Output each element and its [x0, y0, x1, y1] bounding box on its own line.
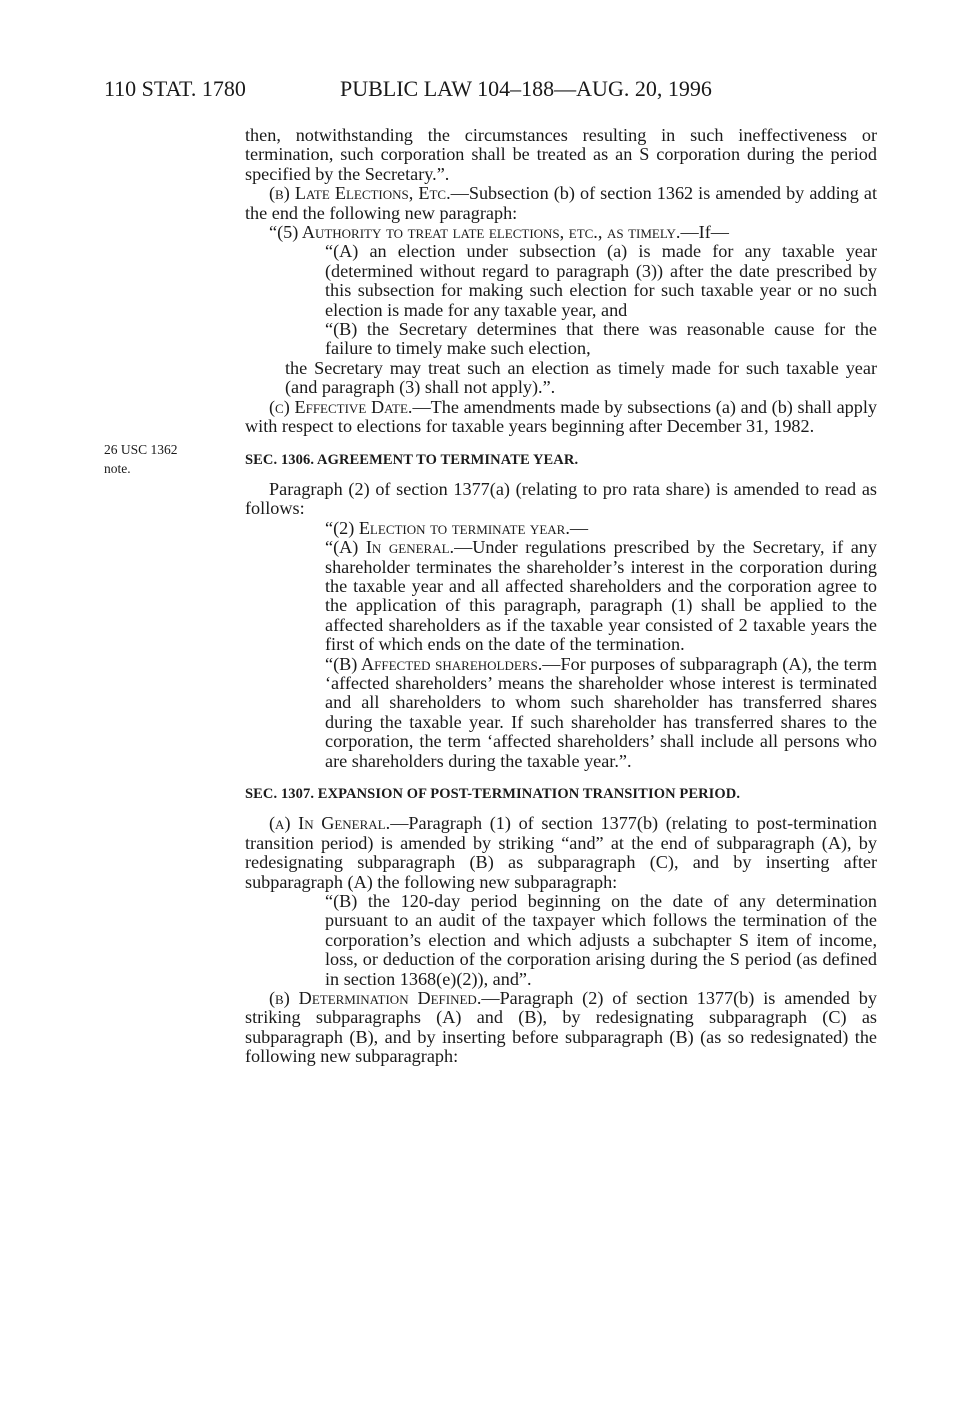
paragraph-heading: “(5) Authority to treat late elections, etc., as timely. — [269, 222, 681, 243]
subparagraph-in-general — [245, 538, 877, 654]
subsection-heading: (b) Late Elections, Etc. — [269, 183, 451, 204]
subsection-text: —Paragraph (2) of section 1377(b) is amended by striking subparagraphs (A) and (B), by redesignating subparagraph (C) as subparagraph (B), and by inserting before subparagraph (B) (as so redesignated) the following new subparagraph: — [245, 988, 877, 1067]
section-heading-1306: SEC. 1306. AGREEMENT TO TERMINATE YEAR. — [245, 451, 579, 468]
subparagraph-120-day: “(B) the 120-day period beginning on the date of any determination pursuant to an audit of the taxpayer which follows the termination of the corporation’s election and which adjusts a subchapter S item of income, loss, or deduction of the corporation arising during the S period (as defined in section 1368(e)(2)), and”. — [325, 891, 877, 989]
paragraph-determination-defined — [245, 989, 877, 1067]
paragraph-text: —If— — [680, 222, 729, 243]
subparagraph-text: —For purposes of subparagraph (A), the term ‘affected shareholders’ means the shareholder whose interest is terminated and all shareholders to whom such shareholder has transferred shares during the taxable year. If such shareholder has transferred shares to the corporation, the term ‘affected shareholders’ shall include all persons who are shareholders during the taxable year.”. — [325, 653, 877, 771]
paragraph-continuation: then, notwithstanding the circumstances resulting in such ineffectiveness or termination, such corporation shall be treated as an S corporation during the period specified by the Secretary.”. — [245, 125, 877, 184]
subsection-text: —Subsection (b) of section 1362 is amended by adding at the end the following new paragraph: — [245, 183, 877, 223]
subparagraph-a: “(A) an election under subsection (a) is made for any taxable year (determined without regard to paragraph (3)) after the date prescribed by this subsection for making such election for such taxable year or no such election is made for any taxable year, and — [325, 241, 877, 320]
subparagraph-text: —Under regulations prescribed by the Secretary, if any shareholder terminates the shareholder’s interest in the corporation during the taxable year and all affected shareholders and the corporation agree to the application of this paragraph, paragraph (1) shall be applied to the affected shareholders as if the taxable year consisted of 2 taxable years the first of which ends on the date of the termination. — [325, 537, 877, 655]
paragraph-1307-in-general — [245, 814, 877, 892]
paragraph-effective-date — [245, 398, 877, 437]
margin-note-citation: 26 USC 1362 — [104, 442, 178, 457]
margin-note-label: note. — [104, 461, 131, 476]
paragraph-election-heading: “(2) Election to terminate year.— — [325, 517, 589, 538]
section-heading-1307: SEC. 1307. EXPANSION OF POST-TERMINATION TRANSITION PERIOD. — [245, 786, 741, 802]
paragraph-authority — [245, 223, 877, 242]
subsection-heading: (c) Effective Date. — [269, 396, 413, 417]
subsection-text: —Paragraph (1) of section 1377(b) (relating to post-termination transition period) is amended by striking “and” at the end of subparagraph (A), by redesignating subparagraph (B) as subparagraph (C), and by inserting after subparagraph (A) the following new subparagraph: — [245, 813, 877, 892]
paragraph-late-elections — [245, 184, 877, 223]
public-law-title: PUBLIC LAW 104–188—AUG. 20, 1996 — [340, 76, 712, 101]
page-header — [104, 76, 877, 106]
subsection-heading: (b) Determination Defined. — [269, 988, 482, 1009]
subparagraph-heading: “(B) Affected shareholders. — [325, 653, 543, 674]
paragraph-flush-text: the Secretary may treat such an election as timely made for such taxable year (and paragraph (3) shall not apply).”. — [285, 357, 877, 398]
page-body — [245, 126, 877, 1067]
subparagraph-affected-shareholders — [245, 655, 877, 771]
subsection-heading: (a) In General. — [269, 813, 391, 834]
subsection-text: —The amendments made by subsections (a) and (b) shall apply with respect to elections for taxable years beginning after December 31, 1982. — [245, 396, 878, 437]
subparagraph-b: “(B) the Secretary determines that there was reasonable cause for the failure to timely make such election, — [325, 319, 877, 359]
stat-citation: 110 STAT. 1780 — [104, 76, 246, 101]
subparagraph-heading: “(A) In general. — [325, 537, 455, 558]
margin-note — [104, 440, 224, 478]
paragraph-1306-intro: Paragraph (2) of section 1377(a) (relating to pro rata share) is amended to read as follows: — [245, 478, 877, 519]
